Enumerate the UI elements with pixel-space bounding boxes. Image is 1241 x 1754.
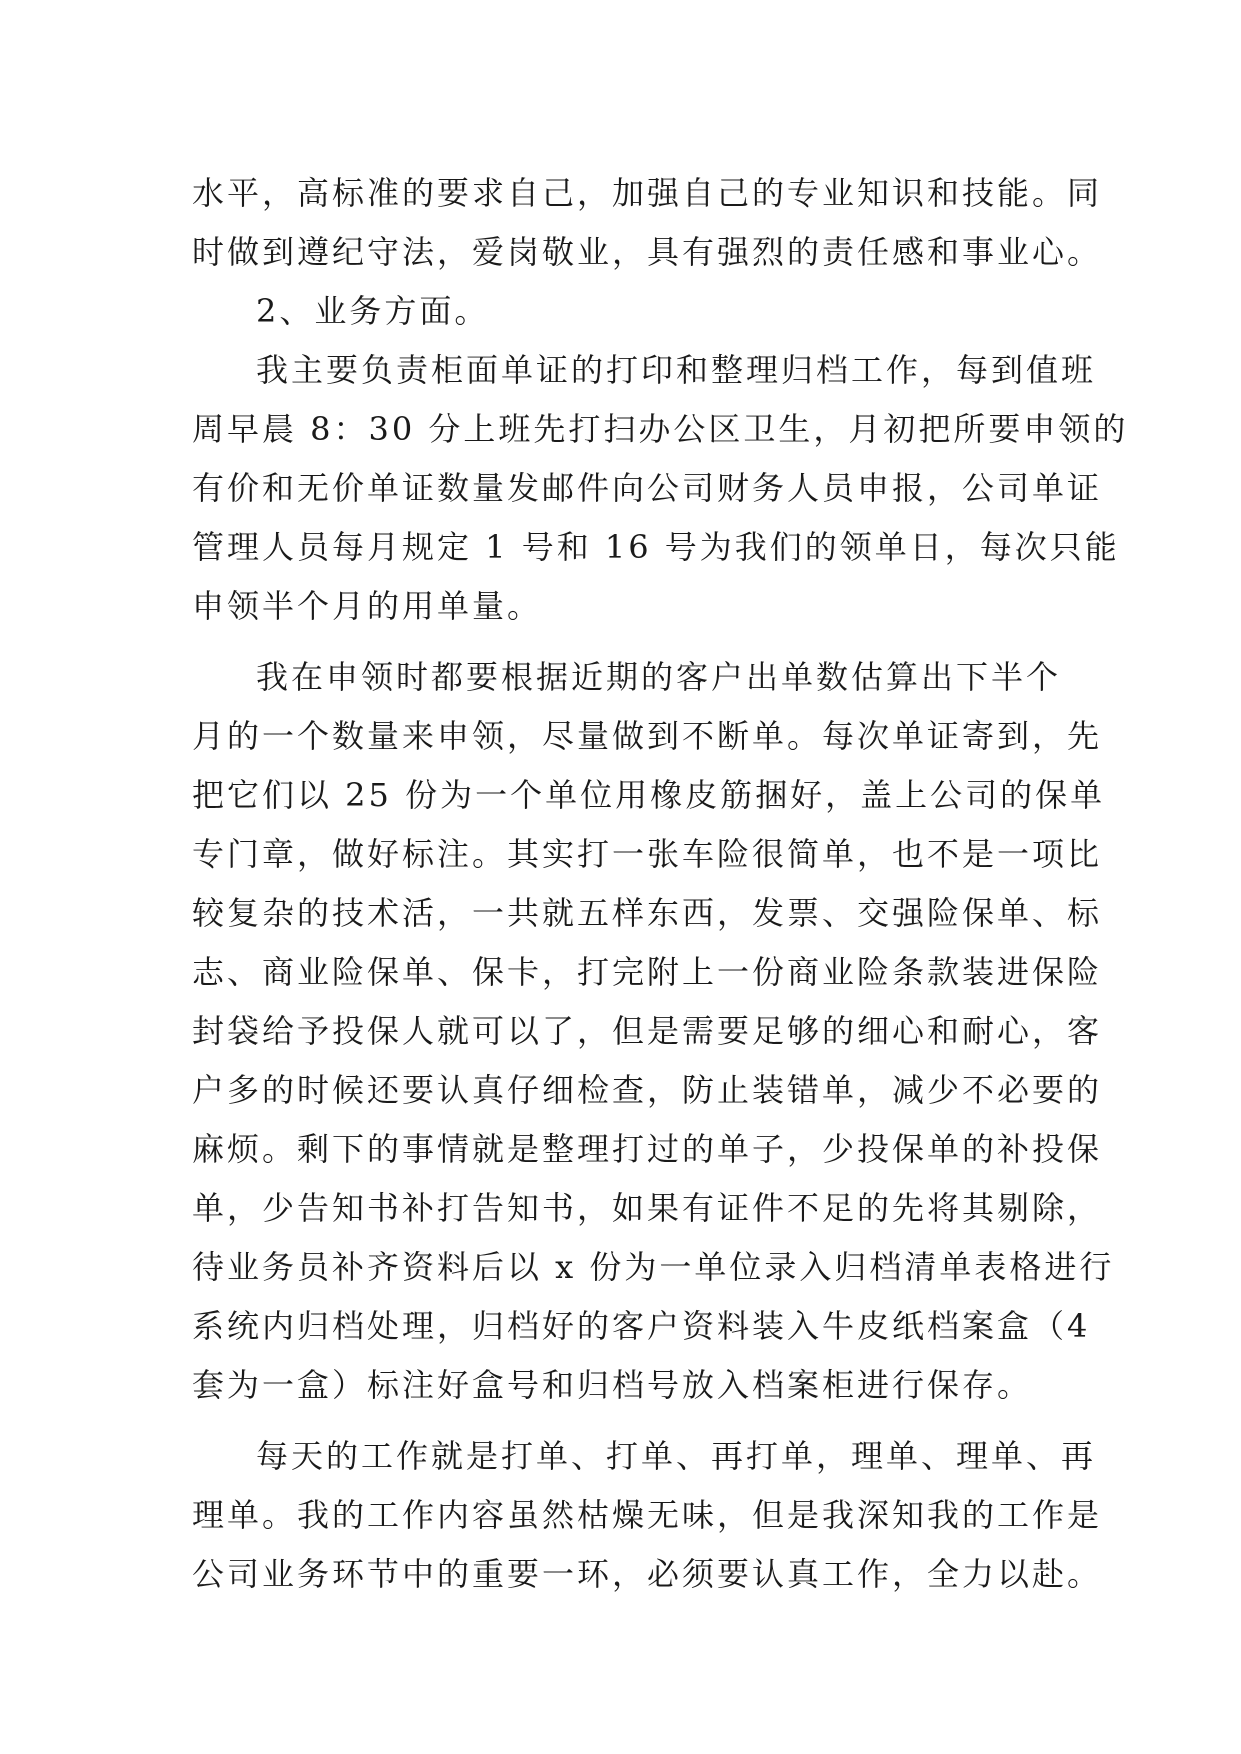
- text-line: 理单。我的工作内容虽然枯燥无味，但是我深知我的工作是: [192, 1496, 1103, 1534]
- text-line: 户多的时候还要认真仔细检查，防止装错单，减少不必要的: [192, 1071, 1103, 1109]
- text-line: 每天的工作就是打单、打单、再打单，理单、理单、再: [256, 1437, 1097, 1475]
- text-line: 我在申领时都要根据近期的客户出单数估算出下半个: [256, 658, 1062, 696]
- text-line: 套为一盒）标注好盒号和归档号放入档案柜进行保存。: [192, 1366, 1033, 1404]
- text-line: 志、商业险保单、保卡，打完附上一份商业险条款装进保险: [192, 953, 1103, 991]
- text-line: 系统内归档处理，归档好的客户资料装入牛皮纸档案盒（4: [192, 1307, 1091, 1345]
- text-line: 麻烦。剩下的事情就是整理打过的单子，少投保单的补投保: [192, 1130, 1103, 1168]
- text-line: 封袋给予投保人就可以了，但是需要足够的细心和耐心，客: [192, 1012, 1103, 1050]
- text-line: 把它们以 25 份为一个单位用橡皮筋捆好，盖上公司的保单: [192, 776, 1106, 814]
- body-text: [192, 164, 1129, 1604]
- text-line: 周早晨 8：30 分上班先打扫办公区卫生，月初把所要申领的: [192, 410, 1129, 448]
- text-line: 我主要负责柜面单证的打印和整理归档工作，每到值班: [256, 351, 1097, 389]
- text-line: 申领半个月的用单量。: [192, 587, 543, 625]
- text-line: 专门章，做好标注。其实打一张车险很简单，也不是一项比: [192, 835, 1103, 873]
- text-line: 有价和无价单证数量发邮件向公司财务人员申报，公司单证: [192, 469, 1103, 507]
- text-line: 管理人员每月规定 1 号和 16 号为我们的领单日，每次只能: [192, 528, 1120, 566]
- section-heading: 2、业务方面。: [256, 292, 490, 330]
- text-line: 单，少告知书补打告知书，如果有证件不足的先将其剔除，: [192, 1189, 1103, 1227]
- text-line: 时做到遵纪守法，爱岗敬业，具有强烈的责任感和事业心。: [192, 233, 1103, 271]
- text-line: 待业务员补齐资料后以 x 份为一单位录入归档清单表格进行: [192, 1248, 1115, 1286]
- text-line: 较复杂的技术活，一共就五样东西，发票、交强险保单、标: [192, 894, 1103, 932]
- text-line: 月的一个数量来申领，尽量做到不断单。每次单证寄到，先: [192, 717, 1103, 755]
- text-line: 水平，高标准的要求自己，加强自己的专业知识和技能。同: [192, 174, 1103, 212]
- text-line: 公司业务环节中的重要一环，必须要认真工作，全力以赴。: [192, 1555, 1103, 1593]
